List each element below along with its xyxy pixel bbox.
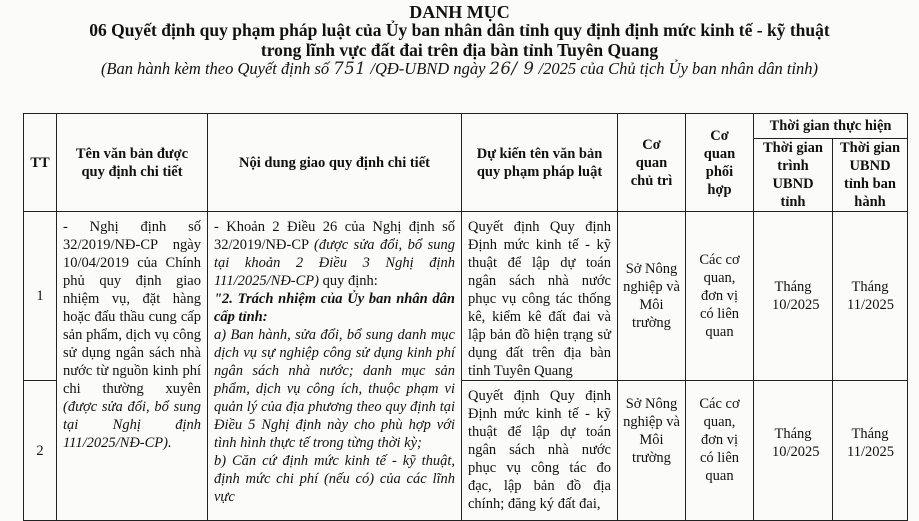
decision-number: 751 — [333, 59, 367, 78]
row-1-phoi-hop: Các cơ quan, đơn vị có liên quan — [686, 212, 754, 381]
ten-van-ban-italic: (được sửa đổi, bổ sung tại Nghị định 111/2025/NĐ-CP). — [63, 399, 201, 451]
col-header-tt: TT — [24, 114, 57, 212]
noi-dung-cell — [208, 212, 462, 521]
col-header-ten-van-ban: Tên văn bản được quy định chi tiết — [57, 114, 208, 212]
row-1-tt: 1 — [24, 212, 57, 381]
nd-p1-end: quy định: — [318, 273, 378, 289]
nd-p2: "2. Trách nhiệm của Ủy ban nhân dân cấp tỉnh: — [214, 291, 455, 325]
row-1-chu-tri: Sở Nông nghiệp và Môi trường — [618, 212, 686, 381]
row-1-du-kien: Quyết định Quy định Định mức kinh tế - kỹ thuật để lập dự toán ngân sách nhà nước phục vụ công tác thống kê, kiểm kê đất đai và lập bản đồ hiện trạng sử dụng đất trên địa bàn tỉnh Tuyên Quang — [462, 212, 618, 381]
row-2-du-kien: Quyết định Quy định Định mức kinh tế - kỹ thuật để lập dự toán ngân sách nhà nước phục vụ công tác đo đạc, lập bản đồ địa chính; đăng ký đất đai, — [462, 381, 618, 521]
col-header-thoi-gian: Thời gian thực hiện — [754, 114, 908, 139]
table-row — [24, 212, 908, 381]
row-1-ban-hanh: Tháng 11/2025 — [833, 212, 908, 381]
row-2-trinh: Tháng 10/2025 — [754, 381, 833, 521]
nd-p1-italic: (được sửa đổi, bổ sung tại khoản 2 Điều 3 Nghị định 111/2025/NĐ-CP) — [214, 237, 456, 289]
col-header-chu-tri: Cơ quan chủ trì — [618, 114, 686, 212]
col-header-ban-hanh: Thời gian UBND tỉnh ban hành — [833, 139, 908, 212]
nd-p4: b) Căn cứ định mức kinh tế - kỹ thuật, định mức chi phí (nếu có) của các lĩnh vực — [214, 453, 455, 505]
issuance-prefix: (Ban hành kèm theo Quyết định số — [100, 59, 334, 78]
nd-p3: a) Ban hành, sửa đổi, bổ sung danh mục dịch vụ sự nghiệp công sử dụng kinh phí ngân sách nhà nước; danh mục sản phẩm, dịch vụ công ích, thuộc phạm vi quản lý của địa phương theo quy định tại Điều 5 Nghị định này cho phù hợp với tình hình thực tế trong từng thời kỳ; — [214, 327, 455, 451]
issuance-date: 26/ 9 — [489, 59, 535, 78]
issuance-suffix: /2025 của Chủ tịch Ủy ban nhân dân tỉnh) — [534, 59, 819, 78]
row-2-phoi-hop: Các cơ quan, đơn vị có liên quan — [686, 381, 754, 521]
subtitle-line-2: trong lĩnh vực đất đai trên địa bàn tỉnh Tuyên Quang — [260, 40, 659, 60]
col-header-phoi-hop: Cơ quan phối hợp — [686, 114, 754, 212]
row-2-ban-hanh: Tháng 11/2025 — [833, 381, 908, 521]
regulation-table — [23, 113, 908, 521]
row-1-trinh: Tháng 10/2025 — [754, 212, 833, 381]
issuance-mid: /QĐ-UBND ngày — [366, 59, 490, 78]
col-header-noi-dung: Nội dung giao quy định chi tiết — [208, 114, 462, 212]
issuance-note — [0, 59, 919, 79]
document-title: DANH MỤC — [409, 2, 510, 22]
col-header-trinh: Thời gian trình UBND tỉnh — [754, 139, 833, 212]
subtitle-line-1: 06 Quyết định quy phạm pháp luật của Ủy ban nhân dân tỉnh quy định định mức kinh tế - kỹ thuật — [89, 20, 830, 40]
ten-van-ban-main: - Nghị định số 32/2019/NĐ-CP ngày 10/04/2019 của Chính phủ quy định giao nhiệm vụ, đặt hàng hoặc đấu thầu cung cấp sản phẩm, dịch vụ công sử dụng ngân sách nhà nước từ nguồn kinh phí chi thường xuyên — [63, 219, 201, 397]
ten-van-ban-cell — [57, 212, 208, 521]
nd-p1: - Khoản 2 Điều 26 của Nghị định số 32/2019/NĐ-CP — [214, 219, 455, 253]
row-2-chu-tri: Sở Nông nghiệp và Môi trường — [618, 381, 686, 521]
col-header-du-kien: Dự kiến tên văn bản quy phạm pháp luật — [462, 114, 618, 212]
row-2-tt: 2 — [24, 381, 57, 521]
